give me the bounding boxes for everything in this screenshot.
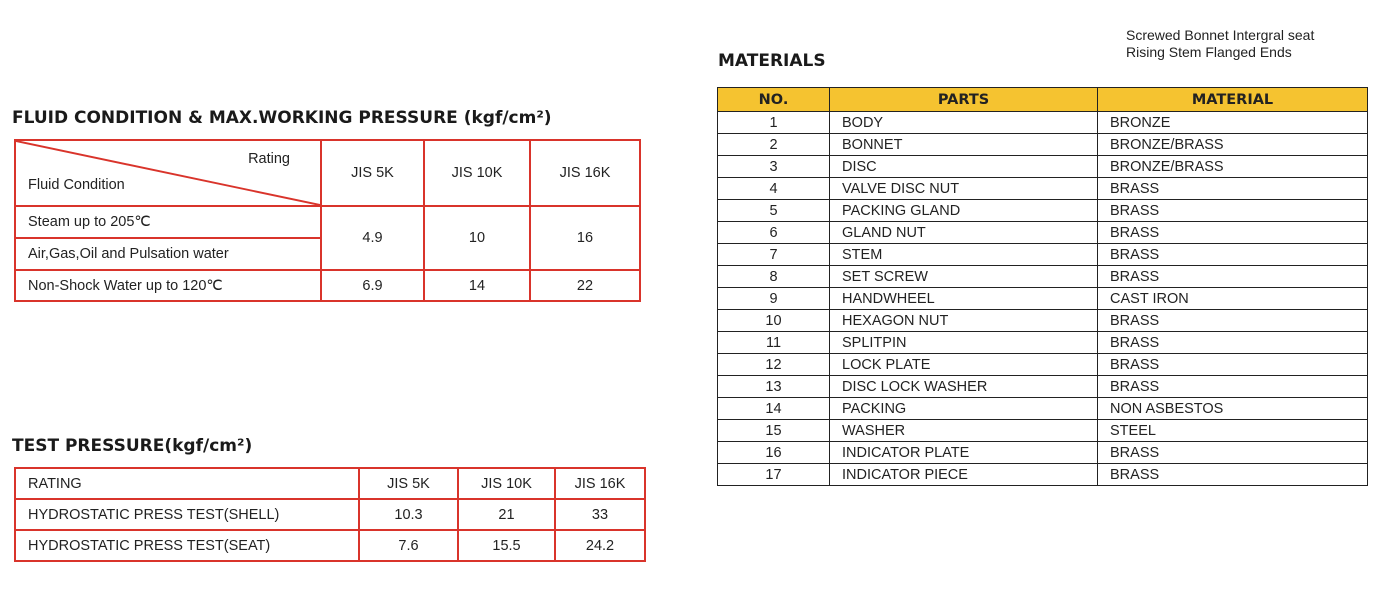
- table-row: [15, 499, 645, 530]
- test-pressure-heading: TEST PRESSURE(kgf/cm²): [12, 436, 253, 456]
- part-number: 3: [718, 156, 830, 178]
- table-header-row: [15, 468, 645, 499]
- part-number: 6: [718, 222, 830, 244]
- part-number: 14: [718, 398, 830, 420]
- fluid-condition-label: Steam up to 205℃: [15, 206, 321, 238]
- column-header: NO.: [718, 88, 830, 112]
- part-name: BODY: [830, 112, 1098, 134]
- part-name: SPLITPIN: [830, 332, 1098, 354]
- table-row: [718, 398, 1368, 420]
- table-row: [718, 112, 1368, 134]
- part-material: BRASS: [1098, 310, 1368, 332]
- test-value: 7.6: [359, 530, 458, 561]
- part-number: 10: [718, 310, 830, 332]
- table-row: [718, 310, 1368, 332]
- part-name: BONNET: [830, 134, 1098, 156]
- pressure-value: 22: [530, 270, 640, 301]
- part-name: INDICATOR PLATE: [830, 442, 1098, 464]
- part-name: WASHER: [830, 420, 1098, 442]
- table-row: [718, 420, 1368, 442]
- column-header: JIS 16K: [530, 140, 640, 206]
- part-material: BRASS: [1098, 178, 1368, 200]
- table-row: [718, 354, 1368, 376]
- table-row: [15, 530, 645, 561]
- table-row: [718, 178, 1368, 200]
- part-material: CAST IRON: [1098, 288, 1368, 310]
- table-row: [718, 442, 1368, 464]
- part-name: INDICATOR PIECE: [830, 464, 1098, 486]
- fluid-condition-header-label: Fluid Condition: [28, 177, 125, 193]
- part-number: 5: [718, 200, 830, 222]
- column-header: JIS 10K: [424, 140, 530, 206]
- column-header: JIS 16K: [555, 468, 645, 499]
- test-value: 21: [458, 499, 555, 530]
- column-header: JIS 10K: [458, 468, 555, 499]
- part-material: BRONZE: [1098, 112, 1368, 134]
- materials-heading: MATERIALS: [718, 51, 826, 71]
- column-header: JIS 5K: [321, 140, 424, 206]
- fluid-condition-table: [14, 139, 641, 302]
- test-label: HYDROSTATIC PRESS TEST(SEAT): [15, 530, 359, 561]
- part-name: GLAND NUT: [830, 222, 1098, 244]
- part-material: BRONZE/BRASS: [1098, 156, 1368, 178]
- test-label: HYDROSTATIC PRESS TEST(SHELL): [15, 499, 359, 530]
- table-row: [718, 200, 1368, 222]
- part-name: SET SCREW: [830, 266, 1098, 288]
- part-number: 7: [718, 244, 830, 266]
- part-material: NON ASBESTOS: [1098, 398, 1368, 420]
- part-material: BRASS: [1098, 244, 1368, 266]
- part-number: 8: [718, 266, 830, 288]
- pressure-value: 14: [424, 270, 530, 301]
- fluid-condition-heading: FLUID CONDITION & MAX.WORKING PRESSURE (kgf/cm²): [12, 108, 552, 128]
- part-number: 15: [718, 420, 830, 442]
- part-material: BRASS: [1098, 464, 1368, 486]
- part-name: PACKING: [830, 398, 1098, 420]
- table-row: [718, 266, 1368, 288]
- part-number: 2: [718, 134, 830, 156]
- fluid-header-row: [15, 140, 640, 206]
- table-row: [718, 376, 1368, 398]
- part-number: 11: [718, 332, 830, 354]
- part-number: 9: [718, 288, 830, 310]
- fluid-condition-label: Non-Shock Water up to 120℃: [15, 270, 321, 301]
- pressure-value: 16: [530, 206, 640, 270]
- part-material: BRASS: [1098, 332, 1368, 354]
- table-row: [718, 222, 1368, 244]
- fluid-condition-label: Air,Gas,Oil and Pulsation water: [15, 238, 321, 270]
- test-value: 10.3: [359, 499, 458, 530]
- part-name: PACKING GLAND: [830, 200, 1098, 222]
- part-name: LOCK PLATE: [830, 354, 1098, 376]
- part-material: BRASS: [1098, 200, 1368, 222]
- part-name: DISC LOCK WASHER: [830, 376, 1098, 398]
- table-row: [15, 270, 640, 301]
- table-row: [718, 288, 1368, 310]
- note-line: Rising Stem Flanged Ends: [1126, 44, 1292, 60]
- pressure-value: 10: [424, 206, 530, 270]
- table-row: [718, 134, 1368, 156]
- part-number: 17: [718, 464, 830, 486]
- table-row: [718, 244, 1368, 266]
- column-header: RATING: [15, 468, 359, 499]
- materials-table: [717, 87, 1368, 486]
- table-row: [718, 156, 1368, 178]
- rating-header-label: Rating: [248, 151, 290, 167]
- part-name: STEM: [830, 244, 1098, 266]
- valve-description-note: [1126, 27, 1314, 61]
- table-row: [718, 464, 1368, 486]
- part-name: HEXAGON NUT: [830, 310, 1098, 332]
- part-number: 16: [718, 442, 830, 464]
- test-value: 24.2: [555, 530, 645, 561]
- table-row: [15, 206, 640, 238]
- part-name: HANDWHEEL: [830, 288, 1098, 310]
- part-number: 4: [718, 178, 830, 200]
- test-pressure-table: [14, 467, 646, 562]
- part-material: STEEL: [1098, 420, 1368, 442]
- part-material: BRASS: [1098, 442, 1368, 464]
- test-value: 15.5: [458, 530, 555, 561]
- rating-fluid-header-cell: [15, 140, 321, 206]
- part-material: BRASS: [1098, 376, 1368, 398]
- part-name: VALVE DISC NUT: [830, 178, 1098, 200]
- pressure-value: 4.9: [321, 206, 424, 270]
- part-number: 1: [718, 112, 830, 134]
- part-material: BRONZE/BRASS: [1098, 134, 1368, 156]
- part-material: BRASS: [1098, 222, 1368, 244]
- part-material: BRASS: [1098, 266, 1368, 288]
- part-number: 12: [718, 354, 830, 376]
- test-value: 33: [555, 499, 645, 530]
- column-header: PARTS: [830, 88, 1098, 112]
- part-name: DISC: [830, 156, 1098, 178]
- note-line: Screwed Bonnet Intergral seat: [1126, 27, 1315, 43]
- part-number: 13: [718, 376, 830, 398]
- column-header: MATERIAL: [1098, 88, 1368, 112]
- table-header-row: [718, 88, 1368, 112]
- column-header: JIS 5K: [359, 468, 458, 499]
- materials-table-body: [718, 112, 1368, 486]
- table-row: [718, 332, 1368, 354]
- part-material: BRASS: [1098, 354, 1368, 376]
- pressure-value: 6.9: [321, 270, 424, 301]
